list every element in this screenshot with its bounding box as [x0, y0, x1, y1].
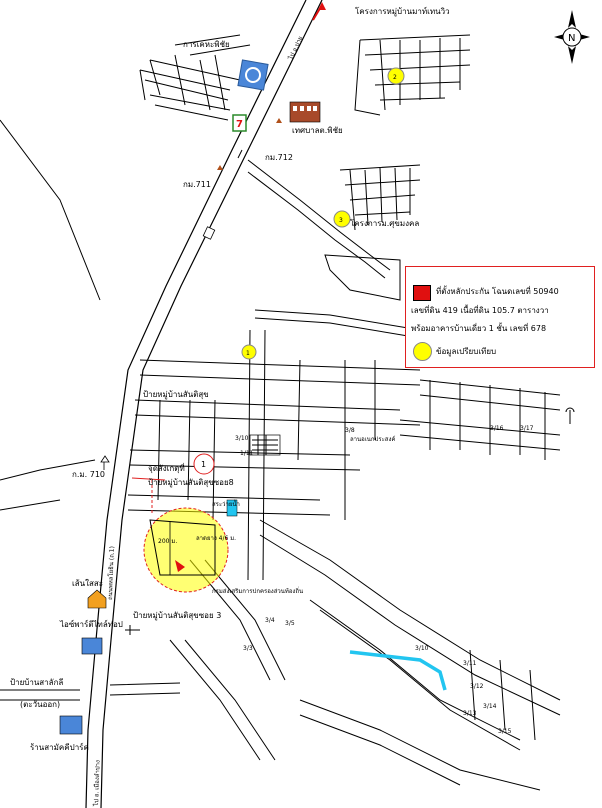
label-shop1: เส้นใสสะ — [72, 579, 104, 588]
label-sign-note: จุดสังเกตุที่ — [148, 464, 185, 473]
label-courtyard: ลานอเนกประสงค์ — [350, 436, 396, 443]
note-circle-text: 1 — [201, 460, 207, 469]
soi-label: 3/12 — [470, 683, 484, 690]
label-sign-east2: (ตะวันออก) — [20, 700, 61, 709]
label-road-width: ลาดยาง 4/6 ม. — [196, 535, 237, 542]
marker-2-text: 2 — [393, 74, 397, 81]
label-water: สระว่ายน้ำ — [212, 501, 240, 508]
soi-label: 3/4 — [265, 617, 275, 624]
legend-line4: ข้อมูลเปรียบเทียบ — [436, 347, 497, 356]
label-sign-soi3: ป้ายหมู่บ้านสันติสุขซอย 3 — [133, 611, 222, 620]
legend-line2: เลขที่ดิน 419 เนื้อที่ดิน 105.7 ตารางวา — [411, 306, 549, 315]
comparable-1 — [242, 345, 256, 359]
label-sign-east: ป้ายบ้านสาลักลี — [10, 678, 64, 687]
label-km712: กม.712 — [265, 153, 293, 162]
subject-swatch-icon — [413, 285, 431, 301]
soi-label: 3/10 — [415, 645, 429, 652]
label-road-bottom: ไป อ. เมืองลำปาง — [93, 760, 102, 807]
soi-labels — [235, 425, 534, 735]
legend-line3: พร้อมอาคารบ้านเดี่ยว 1 ชั้น เลขที่ 678 — [411, 324, 547, 333]
label-road-top: ไป อ.ปาย — [287, 35, 305, 61]
soi-label: 1/11 — [240, 450, 254, 457]
marker-3-text: 3 — [339, 217, 343, 224]
label-project-top: โครงการหมู่บ้านมาท์เทนวิว — [355, 7, 450, 16]
soi-label: 3/17 — [520, 425, 534, 432]
label-dept: กรมส่งเสริมการปกครองส่วนท้องถิ่น — [212, 588, 304, 595]
compass-n-text: N — [568, 33, 576, 44]
soi-label: 3/5 — [285, 620, 295, 627]
soi-label: 3/14 — [483, 703, 497, 710]
km-markers — [217, 118, 282, 170]
label-shop2: ไอซ์พาร์ตีไทล์ท่อป — [60, 620, 123, 629]
label-sign-village: ป้ายหมู่บ้านสันติสุข — [143, 390, 209, 399]
school-icon — [238, 60, 268, 90]
legend-box — [405, 266, 595, 368]
label-school: การเคหะพิชัย — [183, 40, 230, 49]
marker-1-text: 1 — [246, 350, 250, 357]
label-dist200: 200 ม. — [158, 538, 178, 545]
soi-label: 3/11 — [463, 660, 477, 667]
label-shop3: ร้านสามัคคีปาร์ค — [30, 743, 89, 752]
subject-area — [144, 508, 228, 592]
seven-eleven-icon — [233, 115, 246, 131]
seven-text: 7 — [236, 119, 243, 130]
soi-label: 3/13 — [463, 710, 477, 717]
main-highway — [86, 0, 322, 808]
label-km710: ก.ม. 710 — [72, 470, 106, 479]
soi-label: 3/3 — [243, 645, 253, 652]
southeast-roads — [170, 520, 560, 790]
soi-label: 3/8 — [345, 427, 355, 434]
map-labels — [10, 6, 450, 807]
label-road-left: ถนนพหลโยธิน (ถ.1) — [107, 545, 116, 601]
label-project3: โครงการม.ศุขมงคล — [350, 219, 420, 228]
label-municipality: เทศบาลต.พิชัย — [292, 126, 343, 135]
label-sign-note2: ป้ายหมู่บ้านสันติสุขซอย8 — [148, 478, 234, 487]
municipality-icon — [290, 102, 320, 122]
soi-label: 3/16 — [490, 425, 504, 432]
soi-label: 3/15 — [498, 728, 512, 735]
label-km711: กม.711 — [183, 180, 211, 189]
soi-label: 3/10 — [235, 435, 249, 442]
comparable-swatch-icon — [413, 342, 432, 361]
upper-right-streets — [355, 35, 470, 115]
compass-icon — [554, 10, 590, 64]
legend-line1: ที่ตั้งหลักประกัน โฉนดเลขที่ 50940 — [436, 287, 559, 296]
